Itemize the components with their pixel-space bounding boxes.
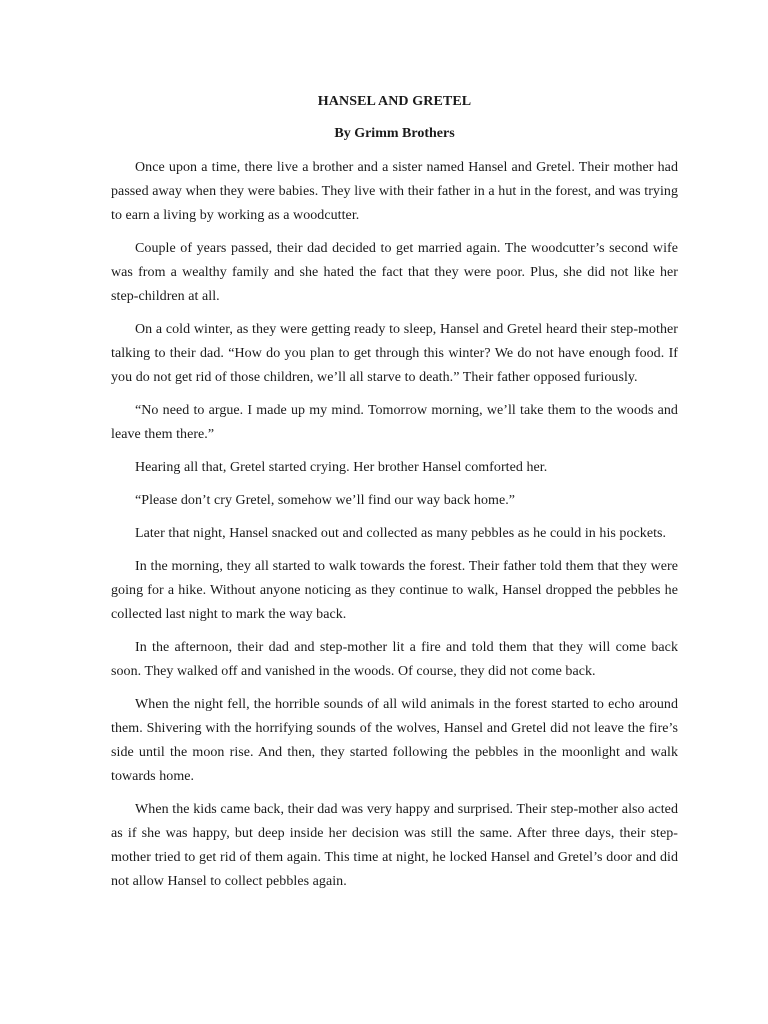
paragraph: When the kids came back, their dad was very happy and surprised. Their step-mother also acted as if she was happy, but deep inside her decision was still the same. After three days, their step-mother tried to get rid of them again. This time at night, he locked Hansel and Gretel’s door and did not allow Hansel to collect pebbles again. — [111, 802, 678, 889]
paragraph: When the night fell, the horrible sounds of all wild animals in the forest started to echo around them. Shivering with the horrifying sounds of the wolves, Hansel and Gretel did not leave the fire’s side until the moon rise. And then, they started following the pebbles in the moonlight and walk towards home. — [111, 697, 678, 784]
paragraph: “No need to argue. I made up my mind. Tomorrow morning, we’ll take them to the woods and leave them there.” — [111, 403, 678, 442]
paragraph: In the morning, they all started to walk towards the forest. Their father told them that they were going for a hike. Without anyone noticing as they continue to walk, Hansel dropped the pebbles he collected last night to mark the way back. — [111, 559, 678, 622]
paragraph: Hearing all that, Gretel started crying. Her brother Hansel comforted her. — [135, 460, 548, 475]
paragraph: Once upon a time, there live a brother and a sister named Hansel and Gretel. Their mother had passed away when they were babies. They live with their father in a hut in the forest, and was trying to earn a living by working as a woodcutter. — [111, 160, 678, 223]
paragraph: “Please don’t cry Gretel, somehow we’ll find our way back home.” — [135, 493, 516, 508]
paragraph: Couple of years passed, their dad decided to get married again. The woodcutter’s second wife was from a wealthy family and she hated the fact that they were poor. Plus, she did not like her step-children at all. — [111, 241, 678, 304]
paragraph: In the afternoon, their dad and step-mother lit a fire and told them that they will come back soon. They walked off and vanished in the woods. Of course, they did not come back. — [111, 640, 678, 679]
document-author: By Grimm Brothers — [334, 126, 455, 141]
document-title: HANSEL AND GRETEL — [317, 94, 472, 109]
paragraph: Later that night, Hansel snacked out and collected as many pebbles as he could in his pockets. — [135, 526, 667, 541]
paragraph: On a cold winter, as they were getting ready to sleep, Hansel and Gretel heard their step-mother talking to their dad. “How do you plan to get through this winter? We do not have enough food. If you do not get rid of those children, we’ll all starve to death.” Their father opposed furiously. — [111, 322, 678, 385]
